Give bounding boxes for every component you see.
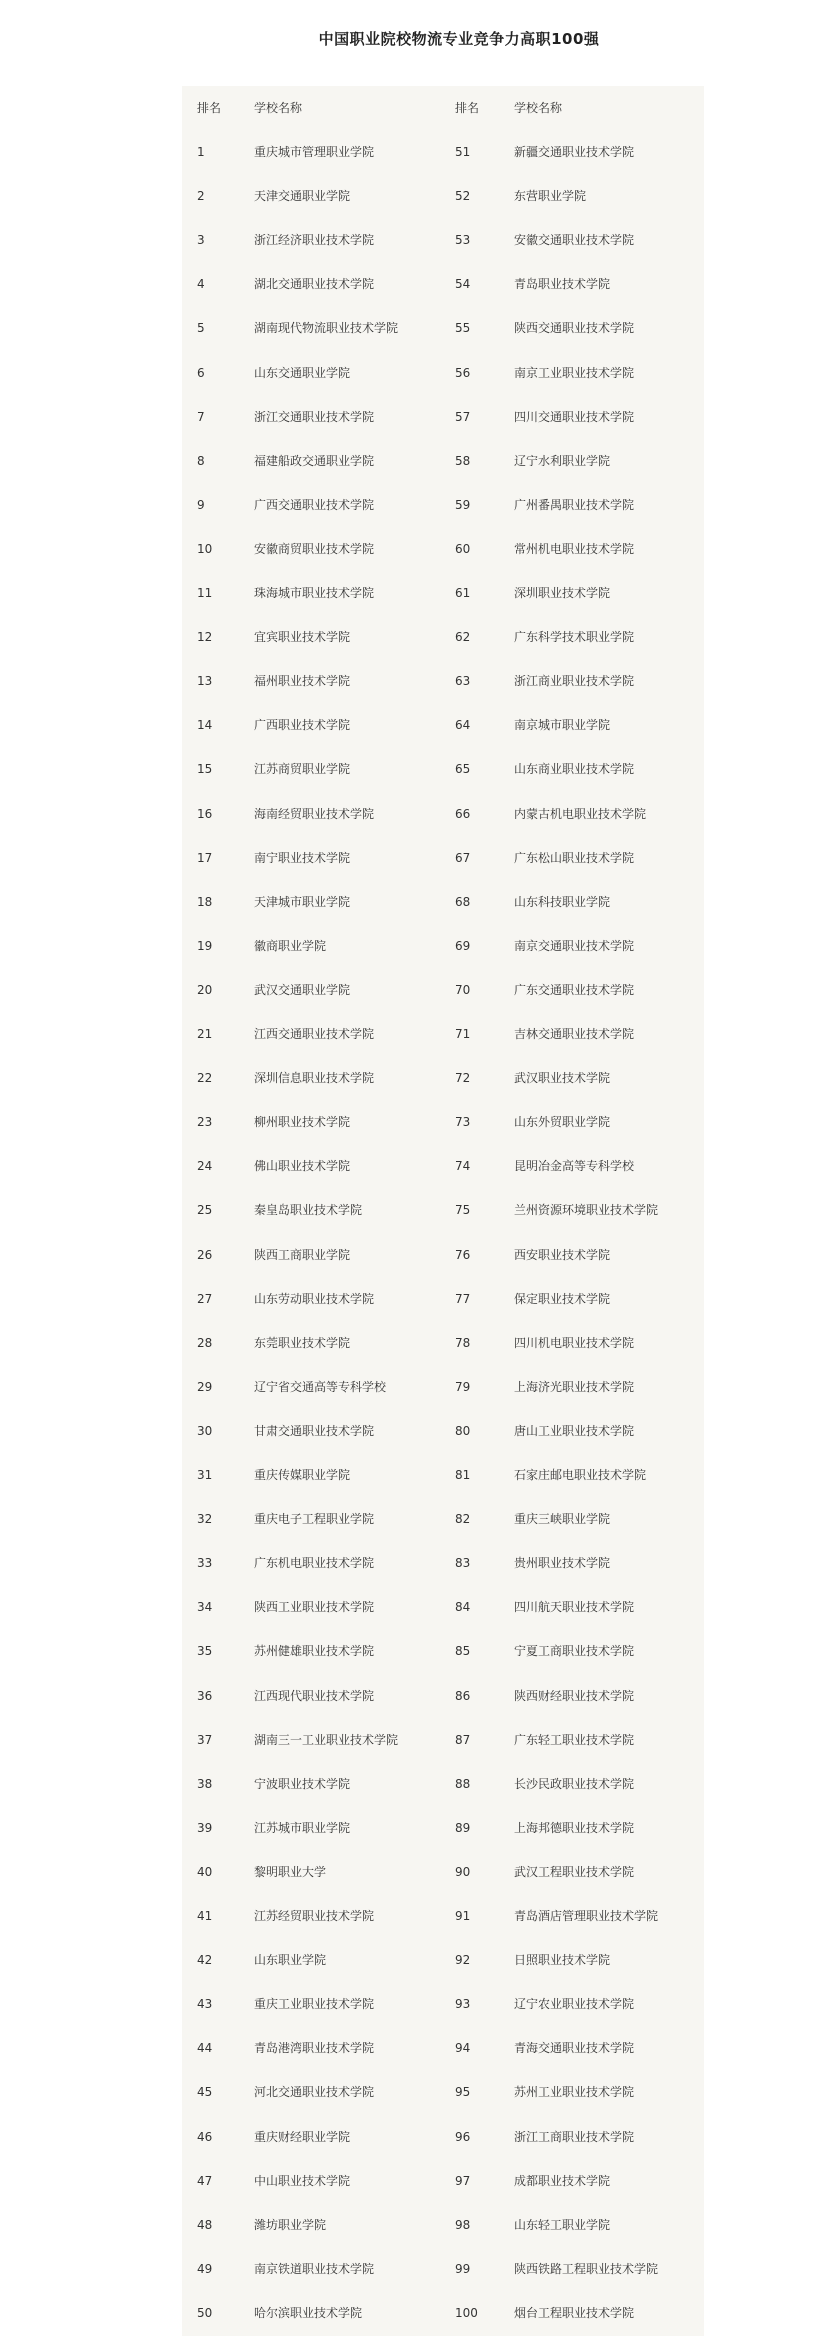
rank-left-cell: 20 xyxy=(197,983,213,997)
table-row xyxy=(182,615,704,659)
table-row xyxy=(182,1497,704,1541)
table-row xyxy=(182,1938,704,1982)
school-name-right-cell: 浙江商业职业技术学院 xyxy=(514,674,635,688)
school-name-left-cell: 南京铁道职业技术学院 xyxy=(254,2262,375,2276)
rank-left-cell: 26 xyxy=(197,1248,213,1262)
school-name-right-cell: 重庆三峡职业学院 xyxy=(514,1512,611,1526)
table-row xyxy=(182,747,704,791)
rank-right-cell: 86 xyxy=(455,1689,471,1703)
school-name-right-cell: 四川航天职业技术学院 xyxy=(514,1600,635,1614)
rank-right-cell: 53 xyxy=(455,233,471,247)
school-name-left-cell: 宜宾职业技术学院 xyxy=(254,630,351,644)
school-name-right-cell: 陕西交通职业技术学院 xyxy=(514,321,635,335)
rank-right-cell: 88 xyxy=(455,1777,471,1791)
school-name-right-cell: 广东科学技术职业学院 xyxy=(514,630,635,644)
rank-left-cell: 32 xyxy=(197,1512,213,1526)
school-name-left-cell: 徽商职业学院 xyxy=(254,939,327,953)
school-name-left-cell: 湖北交通职业技术学院 xyxy=(254,277,375,291)
rank-right-cell: 92 xyxy=(455,1953,471,1967)
table-row xyxy=(182,1718,704,1762)
rank-right-cell: 56 xyxy=(455,366,471,380)
school-name-left-cell: 东莞职业技术学院 xyxy=(254,1336,351,1350)
rank-left-cell: 23 xyxy=(197,1115,213,1129)
school-name-left-cell: 重庆城市管理职业学院 xyxy=(254,145,375,159)
table-row xyxy=(182,1144,704,1188)
rank-right-cell: 59 xyxy=(455,498,471,512)
table-row xyxy=(182,1850,704,1894)
school-name-left-cell: 佛山职业技术学院 xyxy=(254,1159,351,1173)
school-name-right-cell: 四川交通职业技术学院 xyxy=(514,410,635,424)
school-name-left-cell: 苏州健雄职业技术学院 xyxy=(254,1644,375,1658)
table-row xyxy=(182,1321,704,1365)
school-name-left-cell: 秦皇岛职业技术学院 xyxy=(254,1203,363,1217)
rank-left-cell: 18 xyxy=(197,895,213,909)
school-name-left-cell: 陕西工商职业学院 xyxy=(254,1248,351,1262)
rank-right-cell: 94 xyxy=(455,2041,471,2055)
table-row xyxy=(182,527,704,571)
school-name-right-cell: 广东松山职业技术学院 xyxy=(514,851,635,865)
school-name-right-cell: 常州机电职业技术学院 xyxy=(514,542,635,556)
table-row xyxy=(182,1233,704,1277)
school-name-right-cell: 山东科技职业学院 xyxy=(514,895,611,909)
school-name-left-cell: 珠海城市职业技术学院 xyxy=(254,586,375,600)
rank-right-cell: 95 xyxy=(455,2085,471,2099)
rank-left-cell: 31 xyxy=(197,1468,213,1482)
school-name-left-cell: 青岛港湾职业技术学院 xyxy=(254,2041,375,2055)
table-row xyxy=(182,2070,704,2114)
school-name-right-cell: 宁夏工商职业技术学院 xyxy=(514,1644,635,1658)
table-row xyxy=(182,1982,704,2026)
school-name-right-cell: 长沙民政职业技术学院 xyxy=(514,1777,635,1791)
school-name-left-cell: 江苏商贸职业学院 xyxy=(254,762,351,776)
school-name-right-cell: 武汉职业技术学院 xyxy=(514,1071,611,1085)
school-name-right-cell: 苏州工业职业技术学院 xyxy=(514,2085,635,2099)
table-row xyxy=(182,262,704,306)
header-name-left: 学校名称 xyxy=(254,101,303,115)
school-name-right-cell: 青岛职业技术学院 xyxy=(514,277,611,291)
school-name-left-cell: 广东机电职业技术学院 xyxy=(254,1556,375,1570)
rank-right-cell: 100 xyxy=(455,2306,478,2320)
rank-left-cell: 14 xyxy=(197,718,213,732)
rank-right-cell: 81 xyxy=(455,1468,471,1482)
table-row xyxy=(182,395,704,439)
school-name-right-cell: 日照职业技术学院 xyxy=(514,1953,611,1967)
rank-left-cell: 7 xyxy=(197,410,205,424)
rank-right-cell: 70 xyxy=(455,983,471,997)
table-row xyxy=(182,174,704,218)
rank-left-cell: 28 xyxy=(197,1336,213,1350)
school-name-left-cell: 重庆工业职业技术学院 xyxy=(254,1997,375,2011)
table-row xyxy=(182,2291,704,2335)
rank-left-cell: 15 xyxy=(197,762,213,776)
table-row xyxy=(182,439,704,483)
school-name-right-cell: 南京城市职业学院 xyxy=(514,718,611,732)
rank-left-cell: 29 xyxy=(197,1380,213,1394)
header-rank-right: 排名 xyxy=(455,101,480,115)
rank-right-cell: 99 xyxy=(455,2262,471,2276)
school-name-left-cell: 宁波职业技术学院 xyxy=(254,1777,351,1791)
table-row xyxy=(182,1012,704,1056)
table-row xyxy=(182,880,704,924)
rank-right-cell: 62 xyxy=(455,630,471,644)
school-name-right-cell: 辽宁农业职业技术学院 xyxy=(514,1997,635,2011)
table-row xyxy=(182,483,704,527)
school-name-right-cell: 青海交通职业技术学院 xyxy=(514,2041,635,2055)
rank-left-cell: 27 xyxy=(197,1292,213,1306)
rank-left-cell: 41 xyxy=(197,1909,213,1923)
rank-left-cell: 40 xyxy=(197,1865,213,1879)
table-row xyxy=(182,1674,704,1718)
table-row xyxy=(182,792,704,836)
school-name-left-cell: 福州职业技术学院 xyxy=(254,674,351,688)
school-name-right-cell: 山东商业职业技术学院 xyxy=(514,762,635,776)
rank-right-cell: 73 xyxy=(455,1115,471,1129)
rank-right-cell: 77 xyxy=(455,1292,471,1306)
table-row xyxy=(182,2026,704,2070)
rank-right-cell: 55 xyxy=(455,321,471,335)
rank-left-cell: 44 xyxy=(197,2041,213,2055)
rank-left-cell: 2 xyxy=(197,189,205,203)
rank-right-cell: 67 xyxy=(455,851,471,865)
table-row xyxy=(182,924,704,968)
school-name-right-cell: 武汉工程职业技术学院 xyxy=(514,1865,635,1879)
school-name-right-cell: 广东交通职业技术学院 xyxy=(514,983,635,997)
rank-right-cell: 76 xyxy=(455,1248,471,1262)
table-row xyxy=(182,1453,704,1497)
rank-right-cell: 60 xyxy=(455,542,471,556)
school-name-left-cell: 江苏经贸职业技术学院 xyxy=(254,1909,375,1923)
rank-right-cell: 52 xyxy=(455,189,471,203)
rank-left-cell: 24 xyxy=(197,1159,213,1173)
rank-left-cell: 50 xyxy=(197,2306,213,2320)
rank-left-cell: 5 xyxy=(197,321,205,335)
rank-left-cell: 8 xyxy=(197,454,205,468)
school-name-left-cell: 南宁职业技术学院 xyxy=(254,851,351,865)
header-rank-left: 排名 xyxy=(197,101,222,115)
school-name-left-cell: 哈尔滨职业技术学院 xyxy=(254,2306,363,2320)
school-name-left-cell: 江西交通职业技术学院 xyxy=(254,1027,375,1041)
school-name-right-cell: 广东轻工职业技术学院 xyxy=(514,1733,635,1747)
rank-left-cell: 45 xyxy=(197,2085,213,2099)
school-name-left-cell: 天津城市职业学院 xyxy=(254,895,351,909)
table-row xyxy=(182,2159,704,2203)
table-row xyxy=(182,571,704,615)
school-name-right-cell: 辽宁水利职业学院 xyxy=(514,454,611,468)
rank-left-cell: 22 xyxy=(197,1071,213,1085)
rank-right-cell: 66 xyxy=(455,807,471,821)
school-name-right-cell: 南京工业职业技术学院 xyxy=(514,366,635,380)
rank-left-cell: 38 xyxy=(197,1777,213,1791)
school-name-left-cell: 甘肃交通职业技术学院 xyxy=(254,1424,375,1438)
rank-right-cell: 79 xyxy=(455,1380,471,1394)
school-name-left-cell: 广西交通职业技术学院 xyxy=(254,498,375,512)
school-name-right-cell: 成都职业技术学院 xyxy=(514,2174,611,2188)
school-name-right-cell: 唐山工业职业技术学院 xyxy=(514,1424,635,1438)
school-name-left-cell: 福建船政交通职业学院 xyxy=(254,454,375,468)
school-name-left-cell: 重庆传媒职业学院 xyxy=(254,1468,351,1482)
school-name-right-cell: 山东外贸职业学院 xyxy=(514,1115,611,1129)
rank-left-cell: 35 xyxy=(197,1644,213,1658)
school-name-left-cell: 江苏城市职业学院 xyxy=(254,1821,351,1835)
rank-left-cell: 39 xyxy=(197,1821,213,1835)
rank-right-cell: 58 xyxy=(455,454,471,468)
rank-left-cell: 1 xyxy=(197,145,205,159)
school-name-left-cell: 柳州职业技术学院 xyxy=(254,1115,351,1129)
rank-right-cell: 84 xyxy=(455,1600,471,1614)
table-row xyxy=(182,1762,704,1806)
school-name-right-cell: 吉林交通职业技术学院 xyxy=(514,1027,635,1041)
table-row xyxy=(182,968,704,1012)
rank-left-cell: 16 xyxy=(197,807,213,821)
school-name-left-cell: 湖南三一工业职业技术学院 xyxy=(254,1733,399,1747)
table-header xyxy=(182,86,704,130)
table-row xyxy=(182,1277,704,1321)
rank-right-cell: 90 xyxy=(455,1865,471,1879)
table-row xyxy=(182,1541,704,1585)
school-name-right-cell: 上海邦德职业技术学院 xyxy=(514,1821,635,1835)
school-name-left-cell: 中山职业技术学院 xyxy=(254,2174,351,2188)
rank-right-cell: 83 xyxy=(455,1556,471,1570)
rank-right-cell: 65 xyxy=(455,762,471,776)
school-name-left-cell: 武汉交通职业学院 xyxy=(254,983,351,997)
school-name-right-cell: 兰州资源环境职业技术学院 xyxy=(514,1203,659,1217)
school-name-left-cell: 河北交通职业技术学院 xyxy=(254,2085,375,2099)
school-name-right-cell: 深圳职业技术学院 xyxy=(514,586,611,600)
rank-left-cell: 46 xyxy=(197,2130,213,2144)
rank-left-cell: 6 xyxy=(197,366,205,380)
school-name-right-cell: 新疆交通职业技术学院 xyxy=(514,145,635,159)
school-name-left-cell: 山东劳动职业技术学院 xyxy=(254,1292,375,1306)
rank-right-cell: 64 xyxy=(455,718,471,732)
school-name-left-cell: 辽宁省交通高等专科学校 xyxy=(254,1380,387,1394)
rank-left-cell: 4 xyxy=(197,277,205,291)
rank-right-cell: 69 xyxy=(455,939,471,953)
rank-right-cell: 82 xyxy=(455,1512,471,1526)
rank-right-cell: 72 xyxy=(455,1071,471,1085)
rank-right-cell: 57 xyxy=(455,410,471,424)
table-row xyxy=(182,659,704,703)
table-row xyxy=(182,1188,704,1232)
school-name-left-cell: 山东职业学院 xyxy=(254,1953,327,1967)
rank-right-cell: 89 xyxy=(455,1821,471,1835)
ranking-table xyxy=(182,86,704,2336)
school-name-right-cell: 昆明冶金高等专科学校 xyxy=(514,1159,635,1173)
school-name-right-cell: 四川机电职业技术学院 xyxy=(514,1336,635,1350)
rank-left-cell: 34 xyxy=(197,1600,213,1614)
school-name-left-cell: 深圳信息职业技术学院 xyxy=(254,1071,375,1085)
rank-right-cell: 91 xyxy=(455,1909,471,1923)
table-row xyxy=(182,1056,704,1100)
school-name-left-cell: 山东交通职业学院 xyxy=(254,366,351,380)
rank-left-cell: 36 xyxy=(197,1689,213,1703)
rank-left-cell: 21 xyxy=(197,1027,213,1041)
rank-right-cell: 80 xyxy=(455,1424,471,1438)
school-name-left-cell: 天津交通职业学院 xyxy=(254,189,351,203)
rank-left-cell: 9 xyxy=(197,498,205,512)
school-name-left-cell: 广西职业技术学院 xyxy=(254,718,351,732)
table-row xyxy=(182,703,704,747)
table-row xyxy=(182,1100,704,1144)
rank-right-cell: 61 xyxy=(455,586,471,600)
rank-left-cell: 37 xyxy=(197,1733,213,1747)
rank-left-cell: 12 xyxy=(197,630,213,644)
school-name-right-cell: 东营职业学院 xyxy=(514,189,587,203)
rank-left-cell: 30 xyxy=(197,1424,213,1438)
header-name-right: 学校名称 xyxy=(514,101,563,115)
rank-left-cell: 43 xyxy=(197,1997,213,2011)
rank-right-cell: 78 xyxy=(455,1336,471,1350)
table-row xyxy=(182,1409,704,1453)
rank-left-cell: 19 xyxy=(197,939,213,953)
rank-right-cell: 54 xyxy=(455,277,471,291)
table-row xyxy=(182,218,704,262)
table-row xyxy=(182,1365,704,1409)
table-row xyxy=(182,2115,704,2159)
school-name-right-cell: 贵州职业技术学院 xyxy=(514,1556,611,1570)
school-name-right-cell: 青岛酒店管理职业技术学院 xyxy=(514,1909,659,1923)
rank-right-cell: 71 xyxy=(455,1027,471,1041)
school-name-left-cell: 重庆电子工程职业学院 xyxy=(254,1512,375,1526)
rank-left-cell: 11 xyxy=(197,586,213,600)
school-name-right-cell: 陕西铁路工程职业技术学院 xyxy=(514,2262,659,2276)
school-name-left-cell: 安徽商贸职业技术学院 xyxy=(254,542,375,556)
table-row xyxy=(182,1894,704,1938)
rank-left-cell: 3 xyxy=(197,233,205,247)
rank-right-cell: 93 xyxy=(455,1997,471,2011)
school-name-left-cell: 海南经贸职业技术学院 xyxy=(254,807,375,821)
school-name-right-cell: 上海济光职业技术学院 xyxy=(514,1380,635,1394)
page-title: 中国职业院校物流专业竞争力高职100强 xyxy=(318,30,600,48)
school-name-left-cell: 江西现代职业技术学院 xyxy=(254,1689,375,1703)
school-name-left-cell: 浙江交通职业技术学院 xyxy=(254,410,375,424)
table-row xyxy=(182,836,704,880)
table-row xyxy=(182,1806,704,1850)
school-name-right-cell: 南京交通职业技术学院 xyxy=(514,939,635,953)
school-name-right-cell: 保定职业技术学院 xyxy=(514,1292,611,1306)
table-row xyxy=(182,2203,704,2247)
rank-right-cell: 74 xyxy=(455,1159,471,1173)
table-row xyxy=(182,2247,704,2291)
rank-right-cell: 63 xyxy=(455,674,471,688)
school-name-left-cell: 潍坊职业学院 xyxy=(254,2218,327,2232)
rank-left-cell: 42 xyxy=(197,1953,213,1967)
school-name-left-cell: 浙江经济职业技术学院 xyxy=(254,233,375,247)
rank-right-cell: 87 xyxy=(455,1733,471,1747)
school-name-left-cell: 重庆财经职业学院 xyxy=(254,2130,351,2144)
school-name-right-cell: 安徽交通职业技术学院 xyxy=(514,233,635,247)
school-name-right-cell: 内蒙古机电职业技术学院 xyxy=(514,807,647,821)
rank-left-cell: 49 xyxy=(197,2262,213,2276)
table-row xyxy=(182,1585,704,1629)
school-name-left-cell: 湖南现代物流职业技术学院 xyxy=(254,321,399,335)
rank-left-cell: 47 xyxy=(197,2174,213,2188)
table-row xyxy=(182,306,704,350)
school-name-right-cell: 广州番禺职业技术学院 xyxy=(514,498,635,512)
school-name-left-cell: 陕西工业职业技术学院 xyxy=(254,1600,375,1614)
school-name-left-cell: 黎明职业大学 xyxy=(254,1865,327,1879)
school-name-right-cell: 石家庄邮电职业技术学院 xyxy=(514,1468,647,1482)
rank-left-cell: 48 xyxy=(197,2218,213,2232)
rank-left-cell: 17 xyxy=(197,851,213,865)
school-name-right-cell: 烟台工程职业技术学院 xyxy=(514,2306,635,2320)
rank-right-cell: 85 xyxy=(455,1644,471,1658)
rank-right-cell: 75 xyxy=(455,1203,471,1217)
school-name-right-cell: 浙江工商职业技术学院 xyxy=(514,2130,635,2144)
rank-left-cell: 33 xyxy=(197,1556,213,1570)
rank-left-cell: 25 xyxy=(197,1203,213,1217)
table-row xyxy=(182,130,704,174)
table-row xyxy=(182,351,704,395)
rank-right-cell: 68 xyxy=(455,895,471,909)
table-row xyxy=(182,1629,704,1673)
school-name-right-cell: 西安职业技术学院 xyxy=(514,1248,611,1262)
rank-right-cell: 51 xyxy=(455,145,471,159)
rank-right-cell: 96 xyxy=(455,2130,471,2144)
rank-right-cell: 98 xyxy=(455,2218,471,2232)
school-name-right-cell: 陕西财经职业技术学院 xyxy=(514,1689,635,1703)
rank-right-cell: 97 xyxy=(455,2174,471,2188)
school-name-right-cell: 山东轻工职业学院 xyxy=(514,2218,611,2232)
rank-left-cell: 10 xyxy=(197,542,213,556)
rank-left-cell: 13 xyxy=(197,674,213,688)
